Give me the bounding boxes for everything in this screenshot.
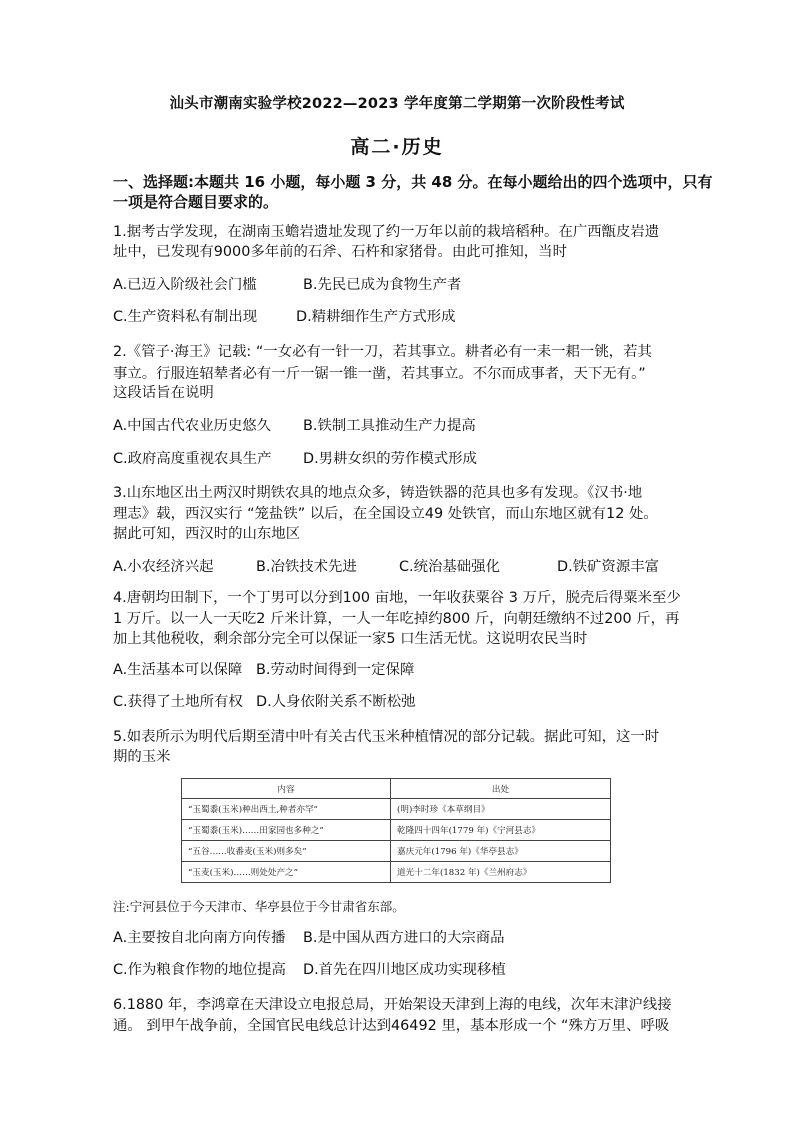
q4-option-a: A.生活基本可以保障	[113, 662, 243, 678]
table-cell-source: 嘉庆元年(1796 年)《华亭县志》	[391, 841, 611, 862]
q3-option-b: B.冶铁技术先进	[256, 559, 357, 575]
exam-title: 汕头市潮南实验学校2022—2023 学年度第二学期第一次阶段性考试	[169, 96, 625, 112]
table-cell-content: “玉蜀黍(玉米)种出西土,种者亦罕”	[182, 799, 391, 820]
table-cell-source: (明)李时珍《本草纲目》	[391, 799, 611, 820]
table-header-content: 内容	[182, 779, 391, 799]
q1-stem-line1: 1.据考古学发现，在湖南玉蟾岩遗址发现了约一万年以前的栽培稻种。在广西甑皮岩遗	[113, 224, 660, 240]
q4-option-b: B.劳动时间得到一定保障	[256, 662, 415, 678]
q3-stem-line1: 3.山东地区出土两汉时期铁农具的地点众多，铸造铁器的范具也多有发现。《汉书·地	[113, 485, 643, 501]
q5-stem-line1: 5.如表所示为明代后期至清中叶有关古代玉米种植情况的部分记载。据此可知，这一时	[113, 729, 660, 745]
q1-option-d: D.精耕细作生产方式形成	[296, 309, 456, 325]
table-cell-content: “玉蜀黍(玉米)……田家园也多种之”	[182, 820, 391, 841]
q4-stem-line3: 加上其他税收，剩余部分完全可以保证一家5 口生活无忧。这说明农民当时	[113, 631, 588, 647]
q5-option-c: C.作为粮食作物的地位提高	[113, 962, 286, 978]
table-cell-source: 道光十二年(1832 年)《兰州府志》	[391, 862, 611, 883]
subject-title: 高二·历史	[350, 136, 444, 158]
table-row	[182, 862, 611, 883]
q2-stem-line2: 事立。行服连轺辇者必有一斤一锯一锥一凿，若其事立。不尔而成事者，天下无有。”	[113, 366, 646, 382]
q5-option-d: D.首先在四川地区成功实现移植	[303, 962, 506, 978]
q3-option-c: C.统治基础强化	[399, 559, 500, 575]
table-row	[182, 820, 611, 841]
q6-stem-line2: 通。 到甲午战争前，全国官民电线总计达到46492 里，基本形成一个 “殊方万里、呼吸	[113, 1018, 670, 1034]
q5-option-a: A.主要按自北向南方向传播	[113, 930, 286, 946]
q5-option-b: B.是中国从西方进口的大宗商品	[303, 930, 505, 946]
q2-option-b: B.铁制工具推动生产力提高	[303, 418, 476, 434]
table-cell-source: 乾隆四十四年(1779 年)《宁河县志》	[391, 820, 611, 841]
q1-stem-line2: 址中，已发现有9000多年前的石斧、石杵和家猪骨。由此可推知，当时	[113, 244, 567, 260]
section-instruction-line1: 一、选择题:本题共 16 小题，每小题 3 分，共 48 分。在每小题给出的四个选项中，只有	[113, 173, 713, 191]
table-cell-content: “五谷……收番麦(玉米)则多矣”	[182, 841, 391, 862]
table-row	[182, 841, 611, 862]
q6-stem-line1: 6.1880 年，李鸿章在天津设立电报总局，开始架设天津到上海的电线，次年末津沪线接	[113, 997, 672, 1013]
q3-option-a: A.小农经济兴起	[113, 559, 214, 575]
q1-option-a: A.已迈入阶级社会门槛	[113, 277, 257, 293]
q2-stem-line3: 这段话旨在说明	[113, 385, 214, 401]
q4-option-d: D.人身依附关系不断松弛	[256, 694, 416, 710]
q3-stem-line3: 据此可知，西汉时的山东地区	[113, 526, 301, 542]
q3-option-d: D.铁矿资源丰富	[557, 559, 659, 575]
table-row	[182, 799, 611, 820]
q2-option-c: C.政府高度重视农具生产	[113, 451, 272, 467]
q3-stem-line2: 理志》载，西汉实行 “笼盐铁” 以后，在全国设立49 处铁官，而山东地区就有12 处。	[113, 506, 658, 522]
q4-option-c: C.获得了土地所有权	[113, 694, 243, 710]
section-instruction-line2: 一项是符合题目要求的。	[113, 193, 279, 211]
q4-stem-line1: 4.唐朝均田制下，一个丁男可以分到100 亩地，一年收获粟谷 3 万斤，脱壳后得粟米至少	[113, 590, 681, 606]
q2-stem-line1: 2.《管子·海王》记载: “一女必有一针一刀，若其事立。耕者必有一耒一耜一铫，若其	[113, 344, 652, 360]
table-note: 注:宁河县位于今天津市、华亭县位于今甘肃省东部。	[113, 899, 405, 914]
table-header-row	[182, 779, 611, 799]
table-header-source: 出处	[391, 779, 611, 799]
q1-option-c: C.生产资料私有制出现	[113, 309, 258, 325]
q2-option-a: A.中国古代农业历史悠久	[113, 418, 272, 434]
q1-option-b: B.先民已成为食物生产者	[303, 277, 462, 293]
table-cell-content: “玉麦(玉米)……则处处产之”	[182, 862, 391, 883]
q4-stem-line2: 1 万斤。以一人一天吃2 斤米计算，一人一年吃掉约800 斤，向朝廷缴纳不过200 斤，再	[113, 611, 680, 627]
corn-records-table	[181, 778, 611, 883]
q5-stem-line2: 期的玉米	[113, 749, 171, 765]
q2-option-d: D.男耕女织的劳作模式形成	[303, 451, 477, 467]
